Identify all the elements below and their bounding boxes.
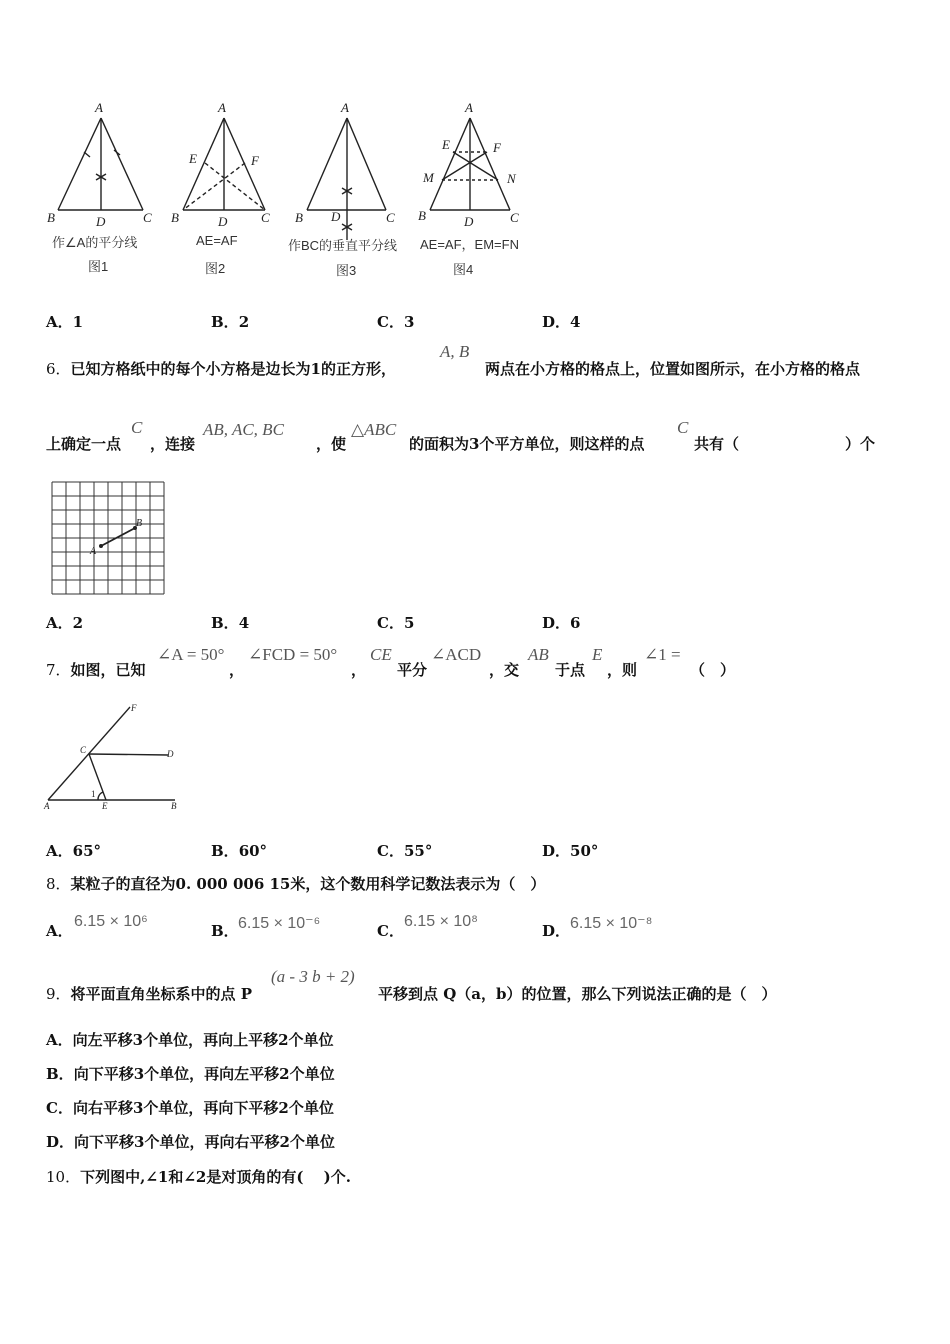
q5-option-b[interactable]: B．2 [211, 313, 250, 331]
svg-text:F: F [251, 153, 259, 168]
q9-option-b[interactable]: B．向下平移3个单位，再向左平移2个单位 [46, 1065, 335, 1083]
q9-option-d[interactable]: D．向下平移3个单位，再向右平移2个单位 [46, 1133, 335, 1151]
q7-math-angle-acd: ∠ACD [431, 645, 482, 664]
q5-option-c[interactable]: C．3 [377, 313, 415, 331]
svg-text:E: E [102, 801, 108, 811]
svg-text:C: C [510, 210, 519, 225]
q6-math-c: C [131, 418, 143, 437]
q7-option-a[interactable]: A．65° [46, 842, 102, 860]
figure-4-label: 图4 [453, 262, 474, 277]
figure-1-label: 图1 [88, 259, 109, 274]
svg-text:C: C [261, 210, 270, 225]
svg-text:B: B [47, 210, 55, 225]
q7-math-ab: AB [528, 645, 549, 664]
q8-option-d-letter[interactable]: D． [542, 922, 571, 940]
q6-option-d[interactable]: D．6 [542, 614, 581, 632]
figure-2-caption: AE=AF [196, 233, 238, 248]
svg-text:D: D [218, 214, 228, 229]
svg-text:N: N [507, 171, 516, 186]
q7-number: 7． [46, 661, 71, 679]
q6-option-b[interactable]: B．4 [211, 614, 250, 632]
svg-text:B: B [171, 801, 177, 811]
svg-text:B: B [295, 210, 303, 225]
svg-text:D: D [167, 749, 174, 759]
q7-math-e: E [592, 645, 603, 664]
svg-text:F: F [493, 140, 501, 155]
svg-text:A: A [218, 100, 226, 115]
q5-option-d[interactable]: D．4 [542, 313, 581, 331]
figure-2-label: 图2 [205, 261, 226, 276]
q6-option-c[interactable]: C．5 [377, 614, 415, 632]
svg-text:F: F [131, 703, 137, 713]
q8-option-b-value[interactable]: 6.15 × 10⁻⁶ [238, 915, 321, 932]
q8-option-a-value[interactable]: 6.15 × 10⁶ [74, 913, 148, 930]
svg-text:D: D [96, 214, 106, 229]
figure-3-label: 图3 [336, 263, 357, 278]
svg-text:1: 1 [91, 789, 96, 799]
figure-4-triangle [0, 0, 950, 300]
q6-math-sides: AB, AC, BC [203, 420, 284, 439]
q8-number: 8． [46, 875, 71, 893]
svg-text:C: C [80, 745, 87, 755]
svg-text:A: A [95, 100, 103, 115]
figure-3-caption: 作BC的垂直平分线 [288, 238, 398, 253]
q6-math-c2: C [677, 418, 689, 437]
svg-text:C: C [386, 210, 395, 225]
q8-option-c-value[interactable]: 6.15 × 10⁸ [404, 913, 478, 930]
q7-figure [40, 700, 190, 815]
svg-text:B: B [136, 518, 143, 529]
svg-text:C: C [143, 210, 152, 225]
q7-option-c[interactable]: C．55° [377, 842, 433, 860]
q8-option-c-letter[interactable]: C． [377, 922, 404, 940]
svg-text:A: A [44, 801, 50, 811]
svg-text:D: D [331, 209, 341, 224]
svg-text:E: E [189, 151, 197, 166]
q8-option-b-letter[interactable]: B． [211, 922, 239, 940]
svg-text:A: A [341, 100, 349, 115]
svg-text:E: E [442, 137, 450, 152]
q6-math-triangle: △ABC [351, 420, 397, 439]
q10-number: 10． [46, 1168, 81, 1186]
svg-text:D: D [464, 214, 474, 229]
q7-math-ce: CE [370, 645, 392, 664]
svg-text:B: B [418, 208, 426, 223]
q8-option-a-letter[interactable]: A． [46, 922, 73, 940]
q7-option-d[interactable]: D．50° [542, 842, 599, 860]
figure-4-caption: AE=AF，EM=FN [420, 237, 519, 252]
q8-option-d-value[interactable]: 6.15 × 10⁻⁸ [570, 915, 653, 932]
q9-option-a[interactable]: A．向左平移3个单位，再向上平移2个单位 [46, 1031, 334, 1049]
figure-1-caption: 作∠A的平分线 [52, 235, 138, 250]
svg-text:A: A [465, 100, 473, 115]
q7-math-angle-fcd: ∠FCD = 50° [248, 645, 338, 664]
q9-math-point: (a - 3 b + 2) [271, 967, 355, 986]
q7-math-angle-1: ∠1 = [644, 645, 681, 664]
q7-option-b[interactable]: B．60° [211, 842, 268, 860]
q7-math-angle-a: ∠A = 50° [157, 645, 225, 664]
q6-math-ab: A, B [440, 342, 470, 361]
q9-number: 9． [46, 985, 71, 1003]
svg-text:B: B [171, 210, 179, 225]
svg-text:A: A [90, 546, 97, 557]
q6-option-a[interactable]: A．2 [46, 614, 84, 632]
q6-number: 6． [46, 360, 71, 378]
svg-text:M: M [423, 170, 434, 185]
q9-option-c[interactable]: C．向右平移3个单位，再向下平移2个单位 [46, 1099, 334, 1117]
q6-grid-figure [50, 480, 170, 600]
q5-option-a[interactable]: A．1 [46, 313, 84, 331]
